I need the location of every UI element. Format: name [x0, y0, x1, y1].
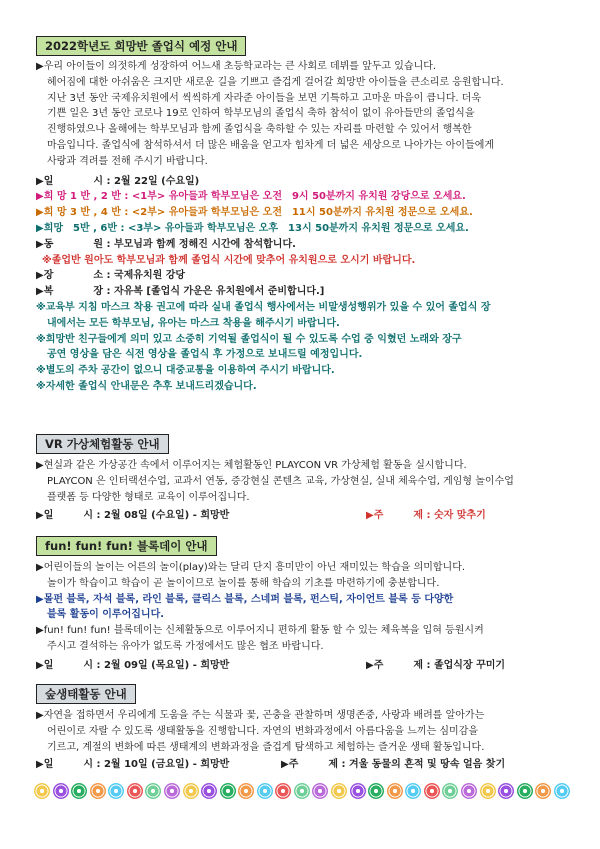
forest-line: 어린이로 자랄 수 있도록 생태활동을 진행합니다. 자연의 변화과정에서 아름다움을 느끼는 심미감을	[47, 725, 479, 737]
forest-line: ▶자연을 접하면서 우리에게 도움을 주는 식물과 꽃, 곤충을 관찰하며 생명존중, 사랑과 배려를 알아가는	[36, 710, 485, 721]
flower-icon	[498, 783, 514, 799]
flower-icon	[350, 783, 366, 799]
flower-icon	[275, 783, 291, 799]
group-1-2: ▶희 망 1 반 , 2 반 : <1부> 유아들과 학부모님은 오전 9시 50분까지 유치원 강당으로 오세요.	[36, 191, 466, 203]
intro-line: 기쁜 일은 3년 동안 코로나 19로 인하여 학부모님의 졸업식 축하 참석이 없이 유아들만의 졸업식을	[47, 108, 475, 120]
graduation-note-red: ※졸업반 원아도 학부모님과 함께 졸업식 시간에 맞추어 유치원으로 오시기 바랍니다.	[42, 254, 416, 266]
flower-icon	[294, 783, 310, 799]
block-line: ▶어린이들의 놀이는 어른의 놀이(play)와는 달리 단지 흥미만이 아닌 재미있는 학습을 의미합니다.	[36, 562, 466, 573]
flower-icon	[442, 783, 458, 799]
intro-line: 헤어짐에 대한 아쉬움은 크지만 새로운 길을 기쁘고 즐겁게 걸어갈 희망반 아이들을 큰소리로 응원합니다.	[47, 76, 504, 88]
vr-theme: ▶주 제 : 숫자 맞추기	[366, 510, 486, 522]
flower-icon	[257, 783, 273, 799]
intro-line: 마음입니다. 졸업식에 참석하셔서 더 많은 배움을 얻고자 힘차게 더 넓은 세상으로 나아가는 아이들에게	[47, 139, 495, 151]
flower-icon	[71, 783, 87, 799]
intro-line: 지난 3년 동안 국제유치원에서 씩씩하게 자라준 아이들을 보면 기특하고 고마운 마음이 큽니다. 더욱	[47, 92, 482, 104]
vr-line: 플랫폼 등 다양한 형태로 교육이 이루어집니다.	[47, 491, 250, 503]
block-line: ▶몰펀 블록, 자석 블록, 라인 블록, 클릭스 블록, 스네퍼 블록, 펀스틱, 자이언트 블록 등 다양한	[36, 593, 454, 605]
block-line: 주시고 결석하는 유아가 없도록 가정에서도 많은 협조 바랍니다.	[47, 640, 324, 652]
forest-section	[36, 684, 566, 773]
flower-icon	[164, 783, 180, 799]
flower-icon	[238, 783, 254, 799]
block-day-theme: ▶주 제 : 졸업식장 꾸미기	[366, 659, 506, 671]
flower-icon	[34, 783, 50, 799]
flower-border	[34, 783, 570, 805]
flower-icon	[405, 783, 421, 799]
note-line: 공연 영상을 담은 식전 영상을 졸업식 후 가정으로 보내드릴 예정입니다.	[47, 349, 363, 361]
vr-date: ▶일 시 : 2월 08일 (수요일) - 희망반	[36, 510, 230, 522]
flower-icon	[220, 783, 236, 799]
flower-icon	[554, 783, 570, 799]
graduation-dress: ▶복 장 : 자유복 [졸업식 가운은 유치원에서 준비합니다.]	[36, 286, 325, 298]
note-line: ※별도의 주차 공간이 없으니 대중교통을 이용하여 주시기 바랍니다.	[36, 365, 335, 377]
graduation-title: 2022학년도 희망반 졸업식 예정 안내	[36, 36, 246, 56]
flower-icon	[53, 783, 69, 799]
graduation-place: ▶장 소 : 국제유치원 강당	[36, 270, 186, 282]
group-5-6: ▶희망 5반 , 6반 : <3부> 유아들과 학부모님은 오후 13시 50분까지 유치원 정문으로 오세요.	[36, 222, 469, 234]
forest-line: 기르고, 계절의 변화에 따른 생태계의 변화과정을 즐겁게 탐색하고 체험하는 즐거운 생태 활동입니다.	[47, 741, 485, 753]
block-line: 블록 활동이 이루어집니다.	[47, 609, 165, 621]
intro-line: 사랑과 격려를 전해 주시기 바랍니다.	[47, 155, 208, 167]
note-line: ※자세한 졸업식 안내문은 추후 보내드리겠습니다.	[36, 380, 257, 392]
block-day-date: ▶일 시 : 2월 09일 (목요일) - 희망반	[36, 659, 230, 671]
block-day-section	[36, 536, 566, 674]
vr-line: ▶현실과 같은 가상공간 속에서 이루어지는 체험활동인 PLAYCON VR 가상체험 활동을 실시합니다.	[36, 460, 467, 471]
block-day-title: fun! fun! fun! 블록데이 안내	[36, 536, 217, 556]
graduation-intro	[36, 59, 566, 170]
graduation-section	[36, 36, 566, 395]
vr-line: PLAYCON 은 인터랙션수업, 교과서 연동, 증강현실 콘텐츠 교육, 가상현실, 실내 체육수업, 게임형 놀이수업	[47, 475, 514, 487]
intro-line: 진행하였으나 올해에는 학부모님과 함께 졸업식을 축하할 수 있는 자리를 마련할 수 있어서 행복한	[47, 124, 472, 136]
flower-icon	[480, 783, 496, 799]
graduation-attend: ▶동 원 : 부모님과 함께 정해진 시간에 참석합니다.	[36, 238, 296, 250]
flower-icon	[331, 783, 347, 799]
flower-icon	[127, 783, 143, 799]
block-line: ▶fun! fun! fun! 블록데이는 신체활동으로 이루어지니 편하게 활동 할 수 있는 체육복을 입혀 등원시켜	[36, 625, 484, 637]
flower-icon	[183, 783, 199, 799]
vr-title: VR 가상체험활동 안내	[36, 434, 169, 454]
vr-section	[36, 434, 566, 524]
flower-icon	[535, 783, 551, 799]
note-line: ※교육부 지침 마스크 착용 권고에 따라 실내 졸업식 행사에서는 비말생성행위가 있을 수 있어 졸업식 장	[36, 301, 491, 313]
flower-icon	[368, 783, 384, 799]
forest-title: 숲생태활동 안내	[36, 684, 136, 704]
intro-line: ▶우리 아이들이 의젓하게 성장하여 어느새 초등학교라는 큰 사회로 데뷔를 앞두고 있습니다.	[36, 61, 437, 72]
flower-icon	[145, 783, 161, 799]
flower-icon	[312, 783, 328, 799]
forest-theme: ▶주 제 : 겨울 동물의 흔적 및 땅속 얼음 찾기	[281, 759, 506, 771]
block-line: 놀이가 학습이고 학습이 곧 놀이이므로 놀이를 통해 학습의 기초를 마련하기에 충분합니다.	[47, 577, 440, 589]
flower-icon	[387, 783, 403, 799]
note-line: ※희망반 친구들에게 의미 있고 소중히 기억될 졸업식이 될 수 있도록 수업 중 익혔던 노래와 장구	[36, 333, 462, 345]
graduation-date: ▶일 시 : 2월 22일 (수요일)	[36, 175, 200, 187]
flower-icon	[108, 783, 124, 799]
flower-icon	[424, 783, 440, 799]
group-3-4: ▶희 망 3 반 , 4 반 : <2부> 유아들과 학부모님은 오전 11시 50분까지 유치원 정문으로 오세요.	[36, 207, 473, 219]
flower-icon	[517, 783, 533, 799]
flower-icon	[90, 783, 106, 799]
flower-icon	[461, 783, 477, 799]
note-line: 내에서는 모든 학부모님, 유아는 마스크 착용을 해주시기 바랍니다.	[47, 317, 340, 329]
forest-date: ▶일 시 : 2월 10일 (금요일) - 희망반	[36, 759, 230, 771]
flower-icon	[201, 783, 217, 799]
